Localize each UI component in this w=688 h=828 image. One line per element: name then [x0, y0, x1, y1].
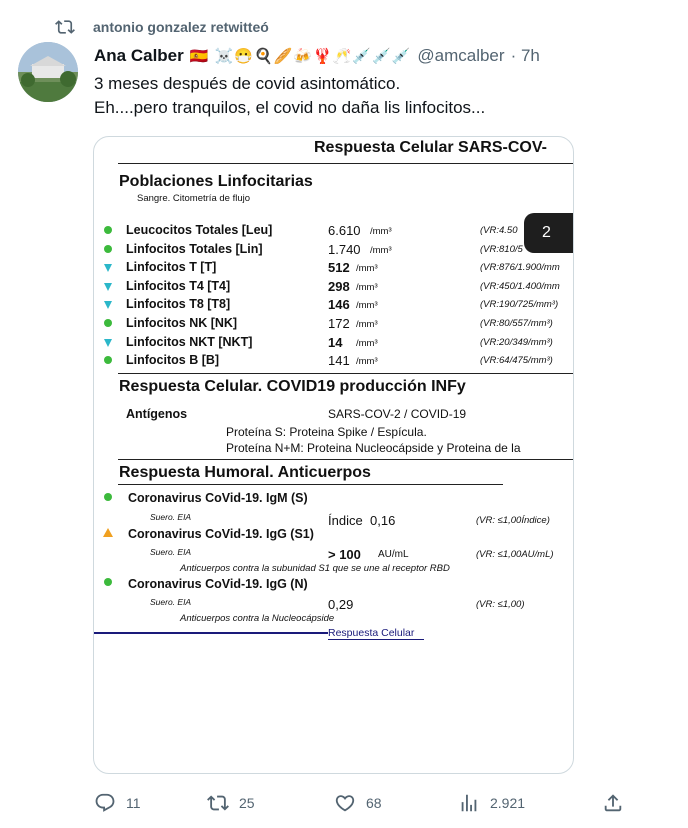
reply-icon — [94, 792, 116, 814]
row-reference-range: (VR:64/475/mm³) — [480, 355, 553, 367]
iggn-label: Coronavirus CoVid-19. IgG (N) — [128, 577, 308, 591]
igg1-unit: AU/mL — [378, 549, 409, 560]
normal-indicator-icon — [104, 245, 112, 253]
avatar-image — [18, 42, 78, 102]
iggn-value: 0,29 — [328, 597, 354, 612]
tweet-header — [94, 44, 540, 68]
row-value: 512 — [328, 260, 350, 276]
igg1-label: Coronavirus CoVid-19. IgG (S1) — [128, 527, 314, 541]
row-label: Linfocitos NKT [NKT] — [126, 334, 253, 349]
row-value: 6.610 — [328, 223, 361, 238]
footer-underline — [328, 639, 424, 640]
tweet-text-line-2: Eh....pero tranquilos, el covid no daña lis linfocitos... — [94, 98, 486, 117]
share-icon — [602, 792, 624, 814]
row-reference-range: (VR:20/349/mm³) — [480, 336, 553, 348]
row-value: 14 — [328, 334, 343, 350]
lab-report-image — [94, 137, 573, 773]
row-value: 298 — [328, 278, 350, 294]
iggn-vr: (VR: ≤1,00) — [476, 599, 525, 610]
views-count: 2.921 — [490, 795, 526, 811]
row-label: Linfocitos Totales [Lin] — [126, 241, 263, 256]
igm-label: Coronavirus CoVid-19. IgM (S) — [128, 491, 308, 505]
section-rule-4 — [118, 484, 503, 485]
row-label: Leucocitos Totales [Leu] — [126, 223, 273, 237]
retweet-count: 25 — [239, 795, 255, 811]
status-dot-iggn — [104, 578, 112, 586]
section-subtitle-populations: Sangre. Citometría de flujo — [137, 193, 251, 204]
row-unit: /mm³ — [356, 337, 378, 349]
footer-text: Respuesta Celular — [328, 627, 415, 639]
row-label: Linfocitos T [T] — [126, 260, 217, 275]
igm-method: Suero. EIA — [150, 512, 192, 522]
row-unit: /mm³ — [370, 244, 392, 256]
heart-icon — [334, 792, 356, 814]
section-title-populations: Poblaciones Linfocitarias — [119, 173, 313, 190]
retweet-context — [55, 16, 269, 38]
igm-vr: (VR: ≤1,00Índice) — [476, 515, 550, 526]
row-unit: /mm³ — [356, 281, 378, 293]
footer-rule — [94, 632, 328, 634]
iggn-note: Anticuerpos contra la Nucleocápside — [180, 613, 335, 624]
retweet-button[interactable] — [207, 790, 255, 816]
normal-indicator-icon — [104, 226, 112, 234]
views-button[interactable] — [458, 790, 525, 816]
row-unit: /mm³ — [356, 300, 378, 312]
row-unit: /mm³ — [356, 356, 378, 368]
views-chart-icon — [458, 792, 480, 814]
doc-title-rule — [118, 163, 573, 164]
igm-value: 0,16 — [370, 513, 396, 528]
igg1-vr: (VR: ≤1,00AU/mL) — [476, 549, 554, 560]
tweet-actions — [94, 790, 634, 816]
status-dot-igm — [104, 493, 112, 501]
row-label: Linfocitos T8 [T8] — [126, 297, 231, 312]
row-reference-range: (VR:4.50 — [480, 225, 518, 236]
like-button[interactable] — [334, 790, 382, 816]
row-label: Linfocitos T4 [T4] — [126, 278, 231, 293]
row-unit: /mm³ — [370, 226, 392, 237]
retweet-action-icon — [207, 792, 229, 814]
share-button[interactable] — [602, 790, 624, 816]
low-indicator-icon — [104, 264, 112, 272]
row-unit: /mm³ — [356, 263, 378, 275]
row-reference-range: (VR:876/1.900/mm — [480, 262, 560, 274]
retweet-text[interactable]: antonio gonzalez retwitteó — [93, 19, 269, 35]
row-reference-range: (VR:810/5 — [480, 243, 523, 255]
low-indicator-icon — [104, 339, 112, 347]
igg1-method: Suero. EIA — [150, 547, 192, 557]
row-reference-range: (VR:190/725/mm³) — [480, 299, 559, 311]
igg1-value: > 100 — [328, 547, 361, 562]
author-emojis: 🇪🇸 ☠️😷🍳🥖🍻🦞🥂💉💉💉 — [189, 48, 412, 65]
igg1-note: Anticuerpos contra la subunidad S1 que se une al receptor RBD — [180, 563, 450, 574]
iggn-method: Suero. EIA — [150, 597, 192, 607]
author-name[interactable]: Ana Calber — [94, 46, 184, 65]
row-value: 1.740 — [328, 241, 361, 257]
section-title-cellular: Respuesta Celular. COVID19 producción INFy — [119, 378, 466, 395]
section-rule-2 — [118, 373, 573, 374]
section-rule-3 — [118, 459, 573, 460]
low-indicator-icon — [104, 283, 112, 291]
antigenos-value: SARS-COV-2 / COVID-19 — [328, 407, 467, 421]
tweet-media[interactable] — [93, 136, 574, 774]
proteina-nm-text: Proteína N+M: Proteina Nucleocápside y Proteina de la — [226, 441, 521, 455]
doc-title: Respuesta Celular SARS-COV- — [314, 139, 547, 156]
reply-button[interactable] — [94, 790, 141, 816]
row-label: Linfocitos B [B] — [126, 353, 220, 368]
row-reference-range: (VR:450/1.400/mm — [480, 280, 560, 292]
row-reference-range: (VR:80/557/mm³) — [480, 318, 553, 329]
igm-prefix: Índice — [328, 513, 363, 528]
retweet-icon — [55, 17, 75, 37]
low-indicator-icon — [104, 301, 112, 309]
author-handle[interactable]: @amcalber — [417, 46, 505, 65]
avatar[interactable] — [18, 42, 78, 102]
section-title-humoral: Respuesta Humoral. Anticuerpos — [119, 464, 371, 481]
tweet-text-line-1: 3 meses después de covid asintomático. — [94, 74, 401, 93]
row-unit: /mm³ — [356, 319, 378, 330]
normal-indicator-icon — [104, 356, 112, 364]
like-count: 68 — [366, 795, 382, 811]
tweet-time[interactable]: · 7h — [510, 46, 540, 65]
normal-indicator-icon — [104, 319, 112, 327]
warning-icon — [103, 528, 113, 537]
row-value: 172 — [328, 316, 350, 331]
proteina-s-text: Proteína S: Proteina Spike / Espícula. — [226, 425, 427, 439]
page-indicator: 2 — [524, 213, 574, 253]
antigenos-label: Antígenos — [126, 407, 188, 421]
tweet-text — [94, 72, 485, 120]
row-label: Linfocitos NK [NK] — [126, 316, 238, 330]
row-value: 146 — [328, 297, 350, 313]
row-value: 141 — [328, 353, 350, 369]
reply-count: 11 — [126, 795, 141, 811]
